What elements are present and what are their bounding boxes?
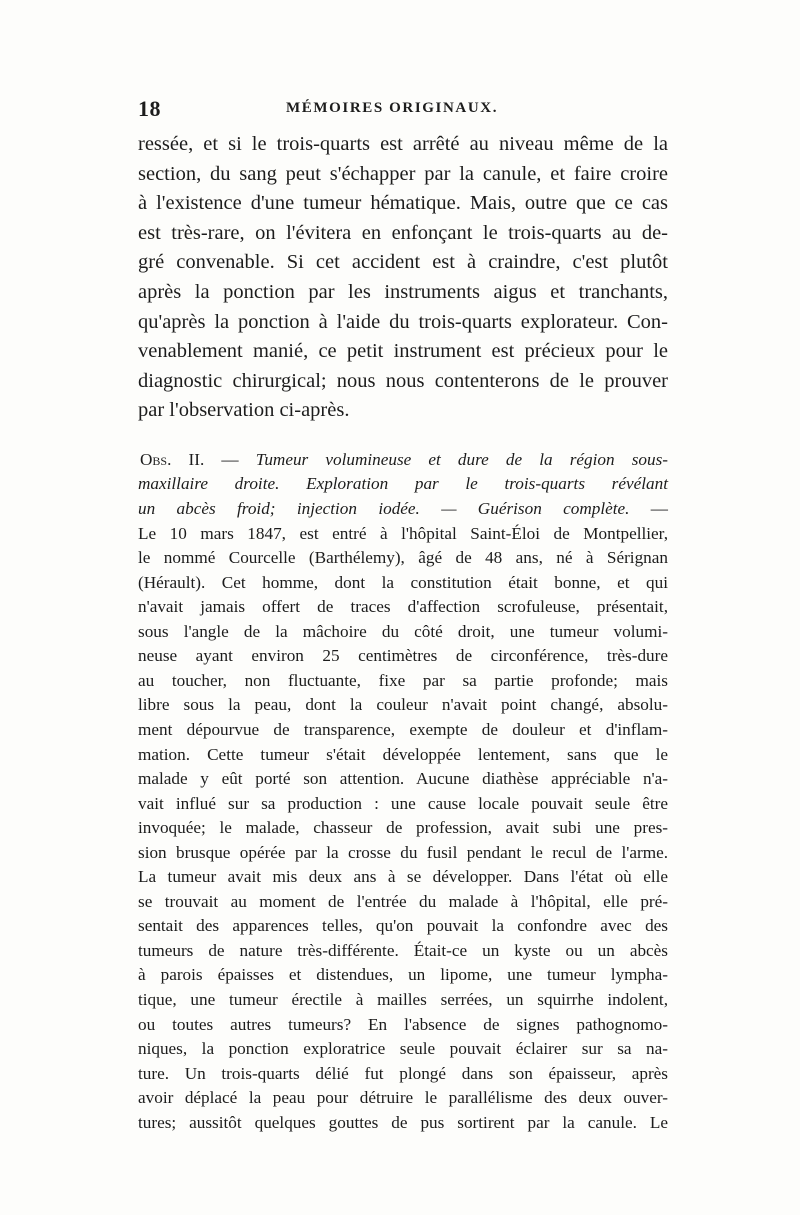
text-line: par l'observation ci-après.	[138, 399, 350, 422]
text-line: malade y eût porté son attention. Aucune diathèse appréciable n'a-	[138, 769, 668, 789]
text-line: neuse ayant environ 25 centimètres de circonférence, très-dure	[138, 646, 668, 666]
text-line: invoquée; le malade, chasseur de profession, avait subi une pres-	[138, 818, 668, 838]
text-line: est très-rare, on l'évitera en enfonçant le trois-quarts au de-	[138, 221, 668, 244]
observation-paragraph	[138, 448, 668, 1135]
text-line: ture. Un trois-quarts délié fut plongé dans son épaisseur, après	[138, 1063, 668, 1083]
observation-title-part: un abcès froid; injection iodée. — Guérison complète.	[138, 499, 630, 519]
text-line: gré convenable. Si cet accident est à craindre, c'est plutôt	[138, 251, 668, 274]
text-line: avoir déplacé la peau pour détruire le parallélisme des deux ouver-	[138, 1088, 668, 1108]
observation-title-line	[138, 472, 668, 497]
running-head: MÉMOIRES ORIGINAUX.	[286, 100, 499, 116]
text-line: qu'après la ponction à l'aide du trois-quarts explorateur. Con-	[138, 310, 668, 333]
text-line: n'avait jamais offert de traces d'affection scrofuleuse, présentait,	[138, 597, 668, 617]
text-line: après la ponction par les instruments aigus et tranchants,	[138, 280, 668, 303]
text-line: diagnostic chirurgical; nous nous contenterons de le prouver	[138, 369, 668, 392]
text-line: à parois épaisses et distendues, un lipome, une tumeur lympha-	[138, 965, 668, 985]
text-line: sentait des apparences telles, qu'on pouvait la confondre avec des	[138, 916, 668, 936]
observation-dash: —	[204, 449, 256, 469]
page-header	[138, 96, 668, 130]
text-line: sion brusque opérée par la crosse du fusil pendant le recul de l'arme.	[138, 842, 668, 862]
observation-label: Obs. II.	[140, 449, 205, 469]
text-line: tique, une tumeur érectile à mailles serrées, un squirrhe indolent,	[138, 989, 668, 1009]
text-line: venablement manié, ce petit instrument est précieux pour le	[138, 340, 668, 363]
text-line: au toucher, non fluctuante, fixe par sa partie profonde; mais	[138, 670, 668, 690]
observation-title-part: Tumeur volumineuse et dure de la région sous-	[255, 449, 669, 469]
text-line: Le 10 mars 1847, est entré à l'hôpital Saint-Éloi de Montpellier,	[138, 523, 668, 543]
text-line: se trouvait au moment de l'entrée du malade à l'hôpital, elle pré-	[138, 891, 668, 911]
paragraph-continued	[138, 130, 668, 426]
observation-title-line	[138, 448, 668, 473]
text-line: vait influé sur sa production : une cause locale pouvait seule être	[138, 793, 668, 813]
text-line: sous l'angle de la mâchoire du côté droit, une tumeur volumi-	[138, 621, 668, 641]
observation-title-line	[138, 497, 668, 522]
text-line: le nommé Courcelle (Barthélemy), âgé de 48 ans, né à Sérignan	[138, 548, 668, 568]
text-line: ment dépourvue de transparence, exempte de douleur et d'inflam-	[138, 719, 668, 739]
text-line: ou toutes autres tumeurs? En l'absence de signes pathognomo-	[138, 1014, 668, 1034]
text-line: section, du sang peut s'échapper par la canule, et faire croire	[138, 162, 668, 185]
text-line: à l'existence d'une tumeur hématique. Mais, outre que ce cas	[138, 192, 668, 215]
text-line: tumeurs de nature très-différente. Était-ce un kyste ou un abcès	[138, 940, 668, 960]
text-line: ressée, et si le trois-quarts est arrêté au niveau même de la	[138, 133, 668, 155]
page-number: 18	[138, 96, 161, 121]
observation-dash: —	[629, 499, 668, 519]
document-page	[138, 96, 668, 1135]
observation-title-part: maxillaire droite. Exploration par le trois-quarts révélant	[138, 474, 668, 494]
text-line: tures; aussitôt quelques gouttes de pus sortirent par la canule. Le	[138, 1112, 668, 1132]
text-line: niques, la ponction exploratrice seule pouvait éclairer sur sa na-	[138, 1039, 668, 1059]
text-line: mation. Cette tumeur s'était développée lentement, sans que le	[138, 744, 668, 764]
text-line: La tumeur avait mis deux ans à se développer. Dans l'état où elle	[138, 867, 668, 887]
text-line: libre sous la peau, dont la couleur n'avait point changé, absolu-	[138, 695, 668, 715]
text-line: (Hérault). Cet homme, dont la constitution était bonne, et qui	[138, 572, 668, 592]
